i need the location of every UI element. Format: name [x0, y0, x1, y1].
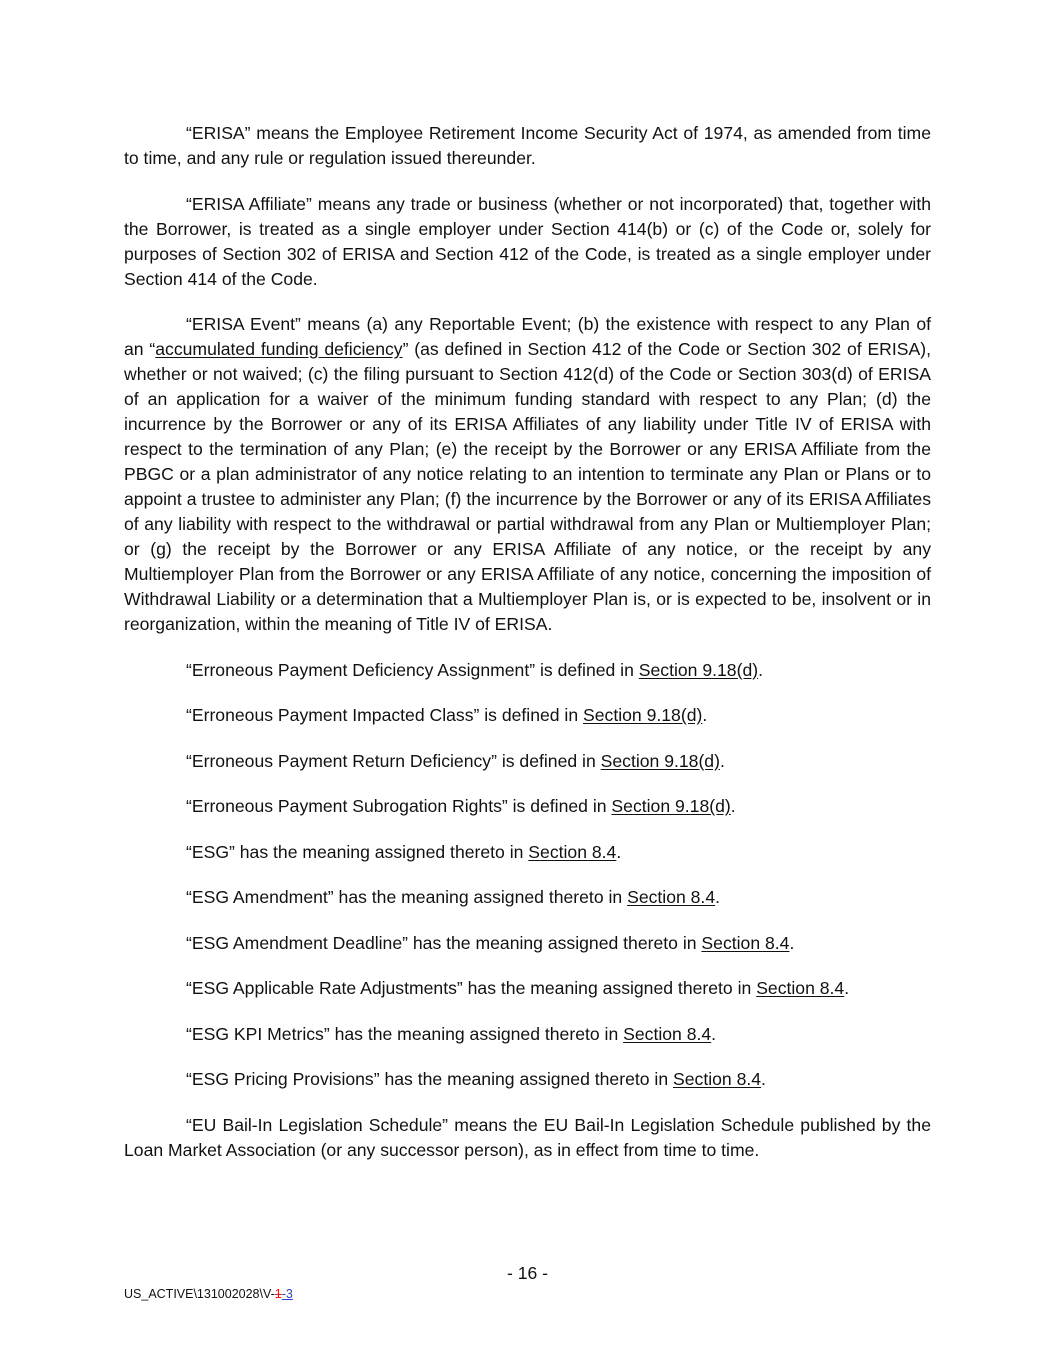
definition-erisa-event: [124, 312, 931, 637]
definition-text: “ESG Applicable Rate Adjustments” has the meaning assigned thereto in: [186, 978, 757, 998]
section-reference: Section 8.4: [673, 1069, 762, 1089]
definition-text: .: [789, 932, 795, 953]
underlined-term: accumulated funding deficiency: [155, 339, 403, 359]
definition-text: .: [711, 1023, 717, 1044]
definition-esg-applicable-rate-adjustments: [124, 976, 931, 1001]
definition-esg-pricing-provisions: [124, 1067, 931, 1092]
document-id-footer: [124, 1287, 293, 1301]
section-reference: Section 8.4: [623, 1023, 712, 1044]
section-reference: Section 8.4: [756, 978, 845, 998]
definition-erroneous-payment-subrogation-rights: [124, 794, 931, 819]
section-reference: Section 8.4: [627, 887, 716, 907]
document-id-inserted-version: 3: [285, 1287, 293, 1301]
definition-text: “ESG KPI Metrics” has the meaning assigned thereto in: [186, 1023, 624, 1044]
definition-eu-bail-in-legislation-schedule: [124, 1113, 931, 1163]
definition-erisa-affiliate: [124, 192, 931, 292]
definition-text: .: [758, 659, 763, 680]
document-body: [124, 121, 931, 1183]
section-reference: Section 9.18(d): [583, 705, 703, 725]
definition-text: “ESG Amendment” has the meaning assigned thereto in: [186, 887, 628, 907]
document-id-deleted-version: 1: [274, 1287, 282, 1301]
definition-text: .: [715, 887, 720, 907]
definition-text: “ERISA Affiliate” means any trade or business (whether or not incorporated) that, together with the Borrower, is treated as a single employer under Section 414(b) or (c) of the Code or, solely for purposes of Section 302 of ERISA and Section 412 of the Code, is treated as a single employer under Section 414 of the Code.: [124, 193, 931, 289]
definition-text: “ESG Amendment Deadline” has the meaning assigned thereto in: [186, 932, 702, 953]
definition-text: ” (as defined in Section 412 of the Code or Section 302 of ERISA), whether or not waived; (c) the filing pursuant to Section 412(d) of the Code or Section 303(d) of ERISA of an application for a waiver of the minimum funding standard with respect to any Plan; (d) the incurrence by the Borrower or any of its ERISA Affiliates of any liability under Title IV of ERISA with respect to the termination of any Plan; (e) the receipt by the Borrower or any ERISA Affiliate from the PBGC or a plan administrator of any notice relating to an intention to terminate any Plan or Plans or to appoint a trustee to administer any Plan; (f) the incurrence by the Borrower or any of its ERISA Affiliates of any liability with respect to the withdrawal or partial withdrawal from any Plan or Multiemployer Plan; or (g) the receipt by the Borrower or any ERISA Affiliate of any notice, or the receipt by any Multiemployer Plan from the Borrower or any ERISA Affiliate of any notice, concerning the imposition of Withdrawal Liability or a determination that a Multiemployer Plan is, or is expected to be, insolvent or in reorganization, within the meaning of Title IV of ERISA.: [124, 339, 931, 634]
document-id-prefix: US_ACTIVE\131002028\V-: [124, 1287, 275, 1301]
definition-erisa: [124, 121, 931, 171]
definition-text: .: [702, 705, 708, 725]
section-reference: Section 9.18(d): [611, 796, 731, 816]
definition-erroneous-payment-deficiency-assignment: [124, 658, 931, 683]
definition-erroneous-payment-impacted-class: [124, 703, 931, 728]
definition-text: “EU Bail-In Legislation Schedule” means the EU Bail-In Legislation Schedule published by the Loan Market Association (or any successor person), as in effect from time to time.: [124, 1114, 931, 1160]
definition-text: .: [719, 750, 725, 771]
definition-text: “Erroneous Payment Subrogation Rights” is defined in: [186, 796, 612, 816]
definition-text: “ERISA” means the Employee Retirement Income Security Act of 1974, as amended from time to time, and any rule or regulation issued thereunder.: [124, 123, 931, 168]
definition-text: .: [616, 841, 622, 862]
section-reference: Section 9.18(d): [638, 659, 759, 680]
definition-esg-kpi-metrics: [124, 1022, 931, 1047]
definition-esg-amendment: [124, 885, 931, 910]
section-reference: Section 8.4: [528, 841, 617, 862]
definition-text: .: [761, 1069, 766, 1089]
definition-text: “Erroneous Payment Deficiency Assignment” is defined in: [186, 659, 639, 680]
definition-text: .: [844, 978, 850, 998]
definition-text: “Erroneous Payment Return Deficiency” is defined in: [186, 750, 601, 771]
definition-text: “Erroneous Payment Impacted Class” is defined in: [186, 705, 584, 725]
definition-esg: [124, 840, 931, 865]
definition-text: “ERISA Event” means (a) any Reportable Event; (b) the existence with respect to any Plan of an “: [124, 314, 931, 359]
definition-text: “ESG” has the meaning assigned thereto in: [186, 841, 529, 862]
definition-esg-amendment-deadline: [124, 931, 931, 956]
definition-text: .: [730, 796, 736, 816]
document-id-separator: -: [281, 1287, 286, 1301]
definition-erroneous-payment-return-deficiency: [124, 749, 931, 774]
section-reference: Section 8.4: [701, 932, 790, 953]
section-reference: Section 9.18(d): [600, 750, 720, 771]
page-number: - 16 -: [506, 1263, 549, 1283]
definition-text: “ESG Pricing Provisions” has the meaning assigned thereto in: [186, 1069, 674, 1089]
